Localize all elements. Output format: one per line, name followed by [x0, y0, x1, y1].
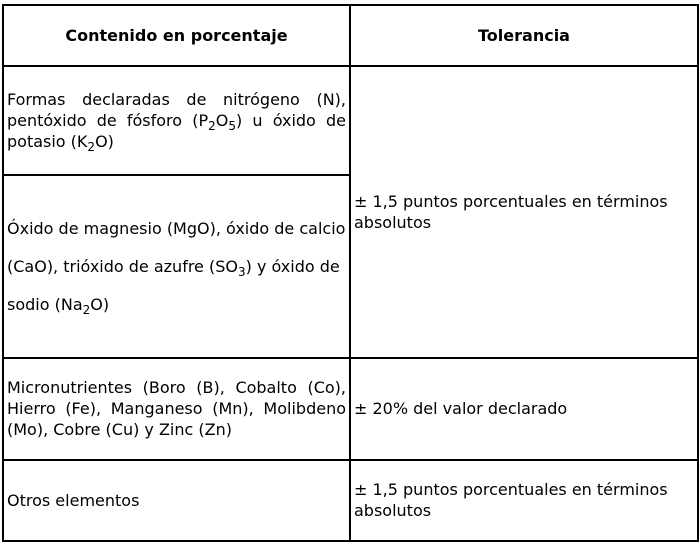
header-row	[3, 5, 698, 66]
content-line: Óxido de magnesio (MgO), óxido de calcio	[7, 218, 346, 238]
tolerance-cell: ± 1,5 puntos porcentuales en términos absolutos	[350, 460, 698, 541]
tolerance-table	[2, 4, 699, 542]
content-cell-magnesium	[3, 175, 350, 358]
tolerance-cell: ± 20% del valor declarado	[350, 358, 698, 460]
content-line: sodio $(Na_2O)$	[7, 294, 110, 317]
table-row	[3, 358, 698, 460]
header-tolerance: Tolerancia	[350, 5, 698, 66]
content-cell-micronutrients: Micronutrientes (Boro (B), Cobalto (Co), Hierro (Fe), Manganeso (Mn), Molibdeno (Mo), Cobre (Cu) y Zinc (Zn)	[3, 358, 350, 460]
content-cell-others: Otros elementos	[3, 460, 350, 541]
tolerance-cell-merged: ± 1,5 puntos porcentuales en términos absolutos	[350, 66, 698, 358]
content-line: (CaO), trióxido de azufre $(SO_3)$ y óxido de	[7, 256, 340, 279]
table-row	[3, 460, 698, 541]
content-cell-nitrogen: Formas declaradas de nitrógeno (N), pentóxido de fósforo $(P_2O_5)$ u óxido de potasio $(K_2O)$	[3, 66, 350, 175]
table-row	[3, 66, 698, 175]
header-content: Contenido en porcentaje	[3, 5, 350, 66]
